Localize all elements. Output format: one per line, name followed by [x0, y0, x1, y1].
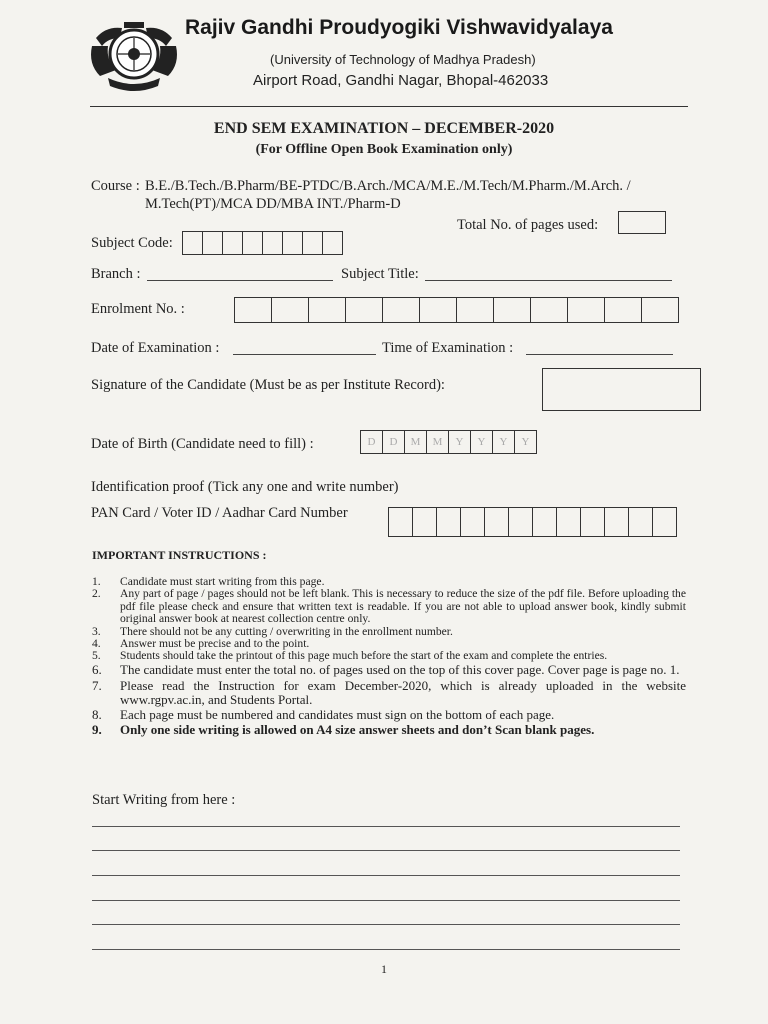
subject-code-cell[interactable] [303, 232, 323, 254]
enrolment-cell[interactable] [642, 298, 678, 322]
date-of-exam-field[interactable] [233, 354, 376, 355]
instruction-number: 2. [92, 587, 101, 601]
course-label: Course : [91, 178, 140, 194]
dob-cell[interactable]: Y [471, 431, 493, 453]
writing-line[interactable] [92, 949, 680, 950]
instruction-item [92, 650, 686, 662]
instruction-number: 3. [92, 624, 101, 638]
subject-code-cell[interactable] [223, 232, 243, 254]
id-number-cell[interactable] [629, 508, 653, 536]
dob-label: Date of Birth (Candidate need to fill) : [91, 436, 314, 452]
instruction-number: 9. [92, 721, 102, 737]
id-number-cell[interactable] [389, 508, 413, 536]
enrolment-cell[interactable] [568, 298, 605, 322]
time-of-exam-label: Time of Examination : [382, 340, 514, 356]
subject-code-cell[interactable] [203, 232, 223, 254]
subject-code-cell[interactable] [183, 232, 203, 254]
university-address: Airport Road, Gandhi Nagar, Bhopal-462033 [253, 72, 549, 89]
instructions-list [92, 576, 686, 737]
dob-cell[interactable]: M [405, 431, 427, 453]
subject-code-label: Subject Code: [91, 235, 173, 251]
signature-label: Signature of the Candidate (Must be as per Institute Record): [91, 377, 445, 393]
course-list-line2: M.Tech(PT)/MCA DD/MBA INT./Pharm-D [145, 196, 401, 212]
subject-code-cell[interactable] [243, 232, 263, 254]
writing-line[interactable] [92, 826, 680, 827]
dob-cell[interactable]: D [383, 431, 405, 453]
instruction-item [92, 707, 686, 722]
subject-code-cell[interactable] [263, 232, 283, 254]
dob-cell[interactable]: Y [449, 431, 471, 453]
exam-title: END SEM EXAMINATION – DECEMBER-2020 [213, 120, 555, 137]
enrolment-boxes[interactable] [234, 297, 679, 323]
subject-title-field[interactable] [425, 280, 672, 281]
id-number-cell[interactable] [509, 508, 533, 536]
id-number-cell[interactable] [605, 508, 629, 536]
header-divider [90, 106, 688, 107]
instruction-item [92, 679, 686, 707]
enrolment-cell[interactable] [420, 298, 457, 322]
enrolment-cell[interactable] [235, 298, 272, 322]
university-name: Rajiv Gandhi Proudyogiki Vishwavidyalaya [185, 16, 613, 39]
id-proof-label: Identification proof (Tick any one and write number) [91, 479, 399, 495]
instruction-number: 1. [92, 575, 101, 588]
date-of-exam-label: Date of Examination : [91, 340, 220, 356]
instruction-text: Candidate must start writing from this page. [120, 575, 325, 588]
id-number-cell[interactable] [533, 508, 557, 536]
writing-line[interactable] [92, 850, 680, 851]
id-types-label: PAN Card / Voter ID / Aadhar Card Number [91, 505, 348, 521]
instruction-item [92, 663, 686, 677]
subject-title-label: Subject Title: [341, 266, 419, 282]
instruction-item [92, 588, 686, 625]
signature-box[interactable] [542, 368, 701, 411]
branch-field[interactable] [147, 280, 333, 281]
enrolment-cell[interactable] [309, 298, 346, 322]
enrolment-cell[interactable] [272, 298, 309, 322]
instruction-text: Students should take the printout of this page much before the start of the exam and complete the entries. [120, 649, 608, 663]
instruction-number: 7. [92, 677, 102, 693]
subject-code-cell[interactable] [323, 232, 342, 254]
enrolment-cell[interactable] [383, 298, 420, 322]
id-number-boxes[interactable] [388, 507, 677, 537]
instructions-title: IMPORTANT INSTRUCTIONS : [92, 548, 267, 562]
writing-line[interactable] [92, 924, 680, 925]
university-subtitle: (University of Technology of Madhya Pradesh) [270, 52, 536, 67]
id-number-cell[interactable] [653, 508, 676, 536]
id-number-cell[interactable] [557, 508, 581, 536]
instruction-number: 8. [92, 706, 102, 722]
course-list-line1: B.E./B.Tech./B.Pharm/BE-PTDC/B.Arch./MCA/M.E./M.Tech/M.Pharm./M.Arch. / [145, 178, 631, 194]
writing-line[interactable] [92, 875, 680, 876]
enrolment-cell[interactable] [605, 298, 642, 322]
instruction-number: 6. [92, 661, 102, 677]
instruction-text: Please read the Instruction for exam December-2020, which is already uploaded in the website www.rgpv.ac.in, and Students Portal. [120, 677, 686, 707]
university-seal-icon [86, 16, 182, 94]
page-number: 1 [381, 962, 387, 976]
enrolment-cell[interactable] [457, 298, 494, 322]
enrolment-label: Enrolment No. : [91, 301, 185, 317]
subject-code-boxes[interactable] [182, 231, 343, 255]
instruction-number: 4. [92, 637, 101, 651]
instruction-number: 5. [92, 649, 101, 663]
total-pages-label: Total No. of pages used: [457, 217, 599, 233]
dob-cell[interactable]: D [361, 431, 383, 453]
dob-cell[interactable]: Y [493, 431, 515, 453]
instruction-text: Each page must be numbered and candidates must sign on the bottom of each page. [120, 706, 555, 722]
start-writing-label: Start Writing from here : [92, 792, 236, 808]
subject-code-cell[interactable] [283, 232, 303, 254]
id-number-cell[interactable] [485, 508, 509, 536]
instruction-text: Any part of page / pages should not be left blank. This is necessary to reduce the size of the pdf file. Before uploading the pdf file please check and ensure that written text is readable. If you are not able to upload answer book, kindly submit original answer book at nearest collection centre only. [120, 587, 686, 626]
instruction-text: There should not be any cutting / overwriting in the enrollment number. [120, 624, 453, 638]
branch-label: Branch : [91, 266, 141, 282]
id-number-cell[interactable] [437, 508, 461, 536]
total-pages-box[interactable] [618, 211, 666, 234]
enrolment-cell[interactable] [494, 298, 531, 322]
dob-boxes[interactable] [360, 430, 537, 454]
id-number-cell[interactable] [581, 508, 605, 536]
time-of-exam-field[interactable] [526, 354, 673, 355]
instruction-text: Only one side writing is allowed on A4 size answer sheets and don’t Scan blank pages. [120, 721, 595, 737]
instruction-text: Answer must be precise and to the point. [120, 637, 310, 651]
id-number-cell[interactable] [413, 508, 437, 536]
enrolment-cell[interactable] [346, 298, 383, 322]
dob-cell[interactable]: M [427, 431, 449, 453]
instruction-item [92, 722, 686, 737]
id-number-cell[interactable] [461, 508, 485, 536]
writing-line[interactable] [92, 900, 680, 901]
exam-subtitle: (For Offline Open Book Examination only) [255, 142, 513, 157]
dob-cell[interactable]: Y [521, 436, 530, 448]
instruction-text: The candidate must enter the total no. of pages used on the top of this cover page. Cover page is page no. 1. [120, 661, 680, 677]
enrolment-cell[interactable] [531, 298, 568, 322]
